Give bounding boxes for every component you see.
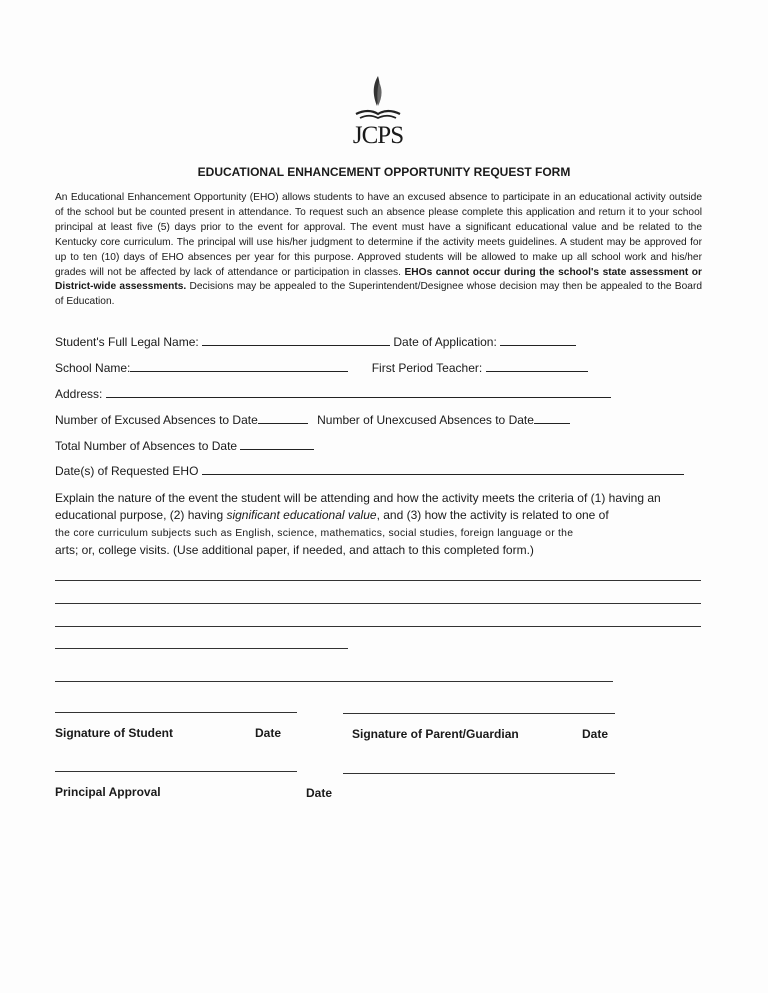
total-absences-row [55, 439, 314, 453]
parent-signature-line[interactable] [343, 713, 615, 714]
explanation-line-2[interactable] [55, 603, 701, 604]
requested-eho-label: Date(s) of Requested EHO [55, 464, 199, 478]
school-name-field[interactable] [130, 361, 348, 372]
absences-row [55, 413, 570, 427]
school-row [55, 361, 588, 375]
intro-paragraph [55, 191, 702, 310]
principal-approval-label: Principal Approval [55, 785, 161, 799]
first-period-teacher-label: First Period Teacher: [371, 361, 483, 375]
requested-eho-field[interactable] [202, 464, 684, 475]
requested-eho-row [55, 464, 684, 478]
explanation-line-5[interactable] [55, 681, 613, 682]
explanation-line-1[interactable] [55, 580, 701, 581]
explain-italic-text: significant educational value [226, 508, 377, 522]
student-name-field[interactable] [202, 335, 390, 346]
flame-book-icon [346, 72, 410, 124]
excused-absences-label: Number of Excused Absences to Date [55, 413, 258, 427]
student-signature-label: Signature of Student [55, 726, 173, 740]
intro-text-1: An Educational Enhancement Opportunity (EHO) allows students to have an excused absence to participate in an educational activity outside of the school but be counted present in attendance. To request such an absence please complete this application and return it to your school principal at least five (5) days prior to the event for approval. The event must have a significant educational value and be related to the Kentucky core curriculum. The principal will use his/her judgment to determine if the activity meets guidelines. A student may be approved for up to ten (10) days of EHO absences per year for this purpose. Approved students will be allowed to make up all school work and his/her grades will not be affected by lack of attendance or participation in classes. [55, 192, 702, 278]
explain-instructions [55, 490, 705, 559]
total-absences-field[interactable] [240, 439, 314, 450]
explain-text-small: the core curriculum subjects such as English, science, mathematics, social studies, foreign language or the [55, 528, 574, 539]
excused-absences-field[interactable] [258, 413, 308, 424]
student-name-row [55, 335, 576, 349]
explanation-line-3[interactable] [55, 626, 701, 627]
parent-date-label: Date [582, 727, 609, 741]
address-field[interactable] [106, 387, 611, 398]
student-signature-line[interactable] [55, 712, 297, 713]
student-date-label: Date [255, 726, 282, 740]
explain-text-2: , and (3) how the activity is related to one of [376, 508, 609, 522]
date-of-application-field[interactable] [500, 335, 576, 346]
logo-text: JCPS [352, 122, 404, 149]
principal-signature-line[interactable] [55, 771, 297, 772]
address-row [55, 387, 611, 401]
explanation-line-4[interactable] [55, 648, 348, 649]
date-of-application-label: Date of Application: [393, 335, 497, 349]
jcps-logo [346, 72, 410, 152]
principal-date-line[interactable] [343, 773, 615, 774]
intro-bold-text: EHOs cannot occur during the school's state assessment or District-wide assessments. [55, 266, 702, 293]
school-name-label: School Name: [55, 361, 131, 375]
parent-signature-label: Signature of Parent/Guardian [352, 727, 519, 741]
address-label: Address: [55, 387, 103, 401]
student-name-label: Student's Full Legal Name: [55, 335, 199, 349]
unexcused-absences-field[interactable] [534, 413, 570, 424]
total-absences-label: Total Number of Absences to Date [55, 439, 238, 453]
first-period-teacher-field[interactable] [486, 361, 588, 372]
explain-text-1: Explain the nature of the event the student will be attending and how the activity meets the criteria of (1) having an educational purpose, (2) having [55, 491, 661, 522]
principal-date-label: Date [306, 786, 333, 800]
explain-text-3: arts; or, college visits. (Use additional paper, if needed, and attach to this completed form.) [55, 543, 534, 557]
unexcused-absences-label: Number of Unexcused Absences to Date [317, 413, 534, 427]
form-title: EDUCATIONAL ENHANCEMENT OPPORTUNITY REQUEST FORM [197, 165, 571, 179]
intro-text-2: Decisions may be appealed to the Superintendent/Designee whose decision may then be appealed to the Board of Education. [55, 281, 702, 308]
